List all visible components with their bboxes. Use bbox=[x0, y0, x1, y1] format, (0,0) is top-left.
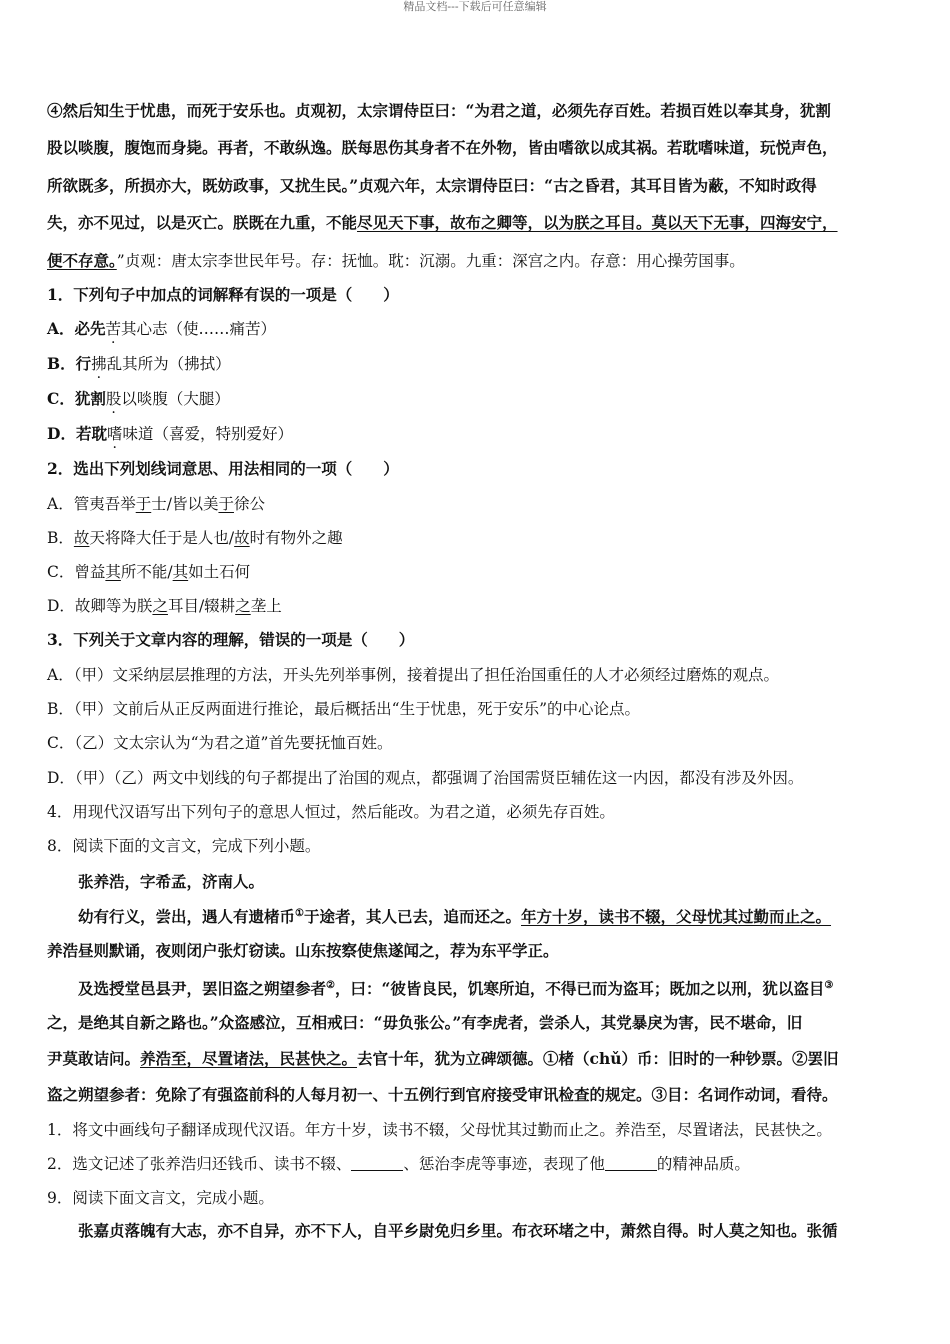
q8-subquestion-2 bbox=[47, 1151, 750, 1177]
q8-q2-blank-1[interactable] bbox=[351, 1156, 403, 1171]
q8-l4-footnote-2: ② bbox=[326, 980, 335, 991]
q1-d-prefix: D．若耽 bbox=[47, 424, 107, 443]
q1-option-c bbox=[47, 386, 230, 412]
q1-c-dotted: 股 bbox=[105, 390, 122, 408]
q8-passage-line-2 bbox=[47, 901, 831, 930]
passage-underlined-sentence: 尽见天下事，故布之卿等，以为朕之耳目。莫以天下无事，四海安宁， bbox=[357, 213, 838, 232]
q2-d-4: 之 bbox=[235, 597, 251, 615]
q1-a-rest: 其心志（使……痛苦） bbox=[121, 320, 277, 338]
q2-c-1: C．曾益 bbox=[47, 563, 106, 581]
passage-line-1: ④然后知生于忧患，而死于安乐也。贞观初，太宗谓侍臣曰：“为君之道，必须先存百姓。若损百姓以奉其身，犹割 bbox=[47, 101, 831, 120]
q1-d-dotted: 嗜 bbox=[106, 425, 123, 443]
q2-c-3: 所不能/ bbox=[120, 563, 173, 581]
q3-option-a: A．（甲）文采纳层层推理的方法，开头先列举事例，接着提出了担任治国重任的人才必须经过磨炼的观点。 bbox=[47, 666, 779, 684]
passage-notes: ”贞观：唐太宗李世民年号。存：抚恤。耽：沉溺。九重：深宫之内。存意：用心操劳国事。 bbox=[116, 252, 745, 270]
q8-q2-blank-2[interactable] bbox=[605, 1156, 657, 1171]
q1-d-rest: 味道（喜爱，特别爱好） bbox=[122, 425, 293, 443]
q8-l4-a: 及选授堂邑县尹，罢旧盗之朔望参者 bbox=[78, 979, 327, 999]
header-watermark: 精品文档---下载后可任意编辑 bbox=[403, 0, 547, 13]
q1-option-b bbox=[47, 351, 231, 377]
q1-a-prefix: A．必先 bbox=[47, 319, 106, 338]
q8-underlined-sentence-1: 年方十岁，读书不辍，父母忧其过勤而止之。 bbox=[521, 907, 832, 927]
passage-line-2: 股以啖腹，腹饱而身毙。再者，不敢纵逸。朕每思伤其身者不在外物，皆由嗜欲以成其祸。若耽嗜味道，玩悦声色， bbox=[47, 138, 838, 157]
q8-passage-line-7: 盗之朔望参者：免除了有强盗前科的人每月初一、十五例行到官府接受审讯检查的规定。③目：名词作动词，看待。 bbox=[47, 1085, 838, 1104]
q2-d-3: 耳目/辍耕 bbox=[167, 597, 236, 615]
q2-c-5: 如土石何 bbox=[188, 563, 251, 581]
passage-line-4 bbox=[47, 210, 838, 236]
q1-stem: 1．下列句子中加点的词解释有误的一项是（ ） bbox=[47, 285, 399, 304]
q1-c-prefix: C．犹割 bbox=[47, 389, 106, 408]
q8-passage-line-5: 之，是绝其自新之路也。”众盗感泣，互相戒曰：“毋负张公。”有李虎者，尝杀人，其党暴戾为害，民不堪命，旧 bbox=[47, 1013, 803, 1032]
q1-option-a bbox=[47, 316, 276, 342]
q2-a-2: 于 bbox=[135, 495, 152, 513]
q1-c-rest: 以啖腹（大腿） bbox=[121, 390, 230, 408]
q8-l2-footnote: ① bbox=[295, 908, 304, 919]
q8-q2-c: 的精神品质。 bbox=[656, 1155, 750, 1173]
passage-line-5 bbox=[47, 248, 745, 274]
q4-stem: 4．用现代汉语写出下列句子的意思人恒过，然后能改。为君之道，必须先存百姓。 bbox=[47, 803, 615, 821]
q2-c-4: 其 bbox=[172, 563, 189, 581]
q8-passage-line-1: 张养浩，字希孟，济南人。 bbox=[78, 872, 265, 891]
q2-option-b bbox=[47, 525, 343, 551]
q2-option-c bbox=[47, 559, 250, 585]
q1-a-dotted: 苦 bbox=[105, 320, 122, 338]
q8-passage-line-6 bbox=[47, 1046, 839, 1072]
passage-underlined-end: 便不存意。 bbox=[47, 251, 117, 270]
q2-b-4: 故 bbox=[234, 529, 250, 547]
q3-option-c: C．（乙）文太宗认为“为君之道”首先要抚恤百姓。 bbox=[47, 734, 393, 752]
q2-d-2: 之 bbox=[152, 597, 168, 615]
q3-stem: 3．下列关于文章内容的理解，错误的一项是（ ） bbox=[47, 630, 415, 649]
q2-a-3: 士/皆以美 bbox=[151, 495, 219, 513]
q2-stem: 2．选出下列划线词意思、用法相同的一项（ ） bbox=[47, 459, 399, 478]
q2-option-d bbox=[47, 593, 282, 619]
q2-b-5: 时有物外之趣 bbox=[249, 529, 343, 547]
q8-l4-b: ，曰：“彼皆良民，饥寒所迫，不得已而为盗耳；既加之以刑，犹以盗目 bbox=[334, 979, 825, 999]
passage-line-4-text: 失，亦不见过，以是灭亡。朕既在九重，不能 bbox=[47, 213, 358, 232]
q8-q2-b: 、惩治李虎等事迹，表现了他 bbox=[403, 1155, 605, 1173]
q1-b-dotted: 拂 bbox=[91, 355, 107, 373]
q8-l4-footnote-3: ③ bbox=[824, 980, 834, 991]
q8-subquestion-1: 1．将文中画线句子翻译成现代汉语。年方十岁，读书不辍，父母忧其过勤而止之。养浩至，尽置诸法，民甚快之。 bbox=[47, 1121, 832, 1139]
q9-stem: 9．阅读下面文言文，完成小题。 bbox=[47, 1189, 274, 1207]
q2-d-1: D．故卿等为朕 bbox=[47, 597, 153, 615]
q8-l6-a: 尹莫敢诘问。 bbox=[47, 1049, 141, 1068]
q1-b-rest: 乱其所为（拂拭） bbox=[106, 355, 231, 373]
q2-a-4: 于 bbox=[218, 495, 234, 513]
q8-l6-b: 去官十年，犹为立碑颂德。①楮（chǔ）币：旧时的一种钞票。②罢旧 bbox=[357, 1049, 839, 1068]
q2-b-1: B． bbox=[47, 529, 74, 547]
q9-passage-line-1: 张嘉贞落魄有大志，亦不自异，亦不下人，自平乡尉免归乡里。布衣环堵之中，萧然自得。时人莫之知也。张循 bbox=[78, 1221, 838, 1240]
q2-b-3: 天将降大任于是人也/ bbox=[89, 529, 235, 547]
q8-l2-b: 于途者，其人已去，追而还之。 bbox=[303, 907, 521, 927]
q2-a-1: A．管夷吾举 bbox=[47, 495, 136, 513]
q3-option-d: D．（甲）（乙）两文中划线的句子都提出了治国的观点，都强调了治国需贤臣辅佐这一内因，都没有涉及外因。 bbox=[47, 769, 804, 787]
q2-d-5: 垄上 bbox=[250, 597, 282, 615]
q8-passage-line-4 bbox=[47, 973, 833, 1002]
q8-passage-line-3: 养浩昼则默诵，夜则闭户张灯窃读。山东按察使焦遂闻之，荐为东平学正。 bbox=[47, 941, 559, 960]
q1-b-prefix: B．行 bbox=[47, 354, 92, 373]
passage-line-3: 所欲既多，所损亦大，既妨政事，又扰生民。”贞观六年，太宗谓侍臣曰：“古之昏君，其耳目皆为蔽，不知时政得 bbox=[47, 176, 817, 195]
q8-underlined-sentence-2: 养浩至，尽置诸法，民甚快之。 bbox=[140, 1049, 358, 1068]
q2-c-2: 其 bbox=[105, 563, 121, 581]
q8-l2-a: 幼有行义，尝出，遇人有遗楮币 bbox=[78, 907, 296, 927]
q1-option-d bbox=[47, 421, 293, 447]
q3-option-b: B．（甲）文前后从正反两面进行推论，最后概括出“生于忧患，死于安乐”的中心论点。 bbox=[47, 700, 640, 718]
q8-q2-a: 2．选文记述了张养浩归还钱币、读书不辍、 bbox=[47, 1155, 352, 1173]
q8-stem: 8．阅读下面的文言文，完成下列小题。 bbox=[47, 837, 321, 855]
q2-a-5: 徐公 bbox=[233, 495, 265, 513]
q2-option-a bbox=[47, 491, 265, 517]
q2-b-2: 故 bbox=[73, 529, 90, 547]
